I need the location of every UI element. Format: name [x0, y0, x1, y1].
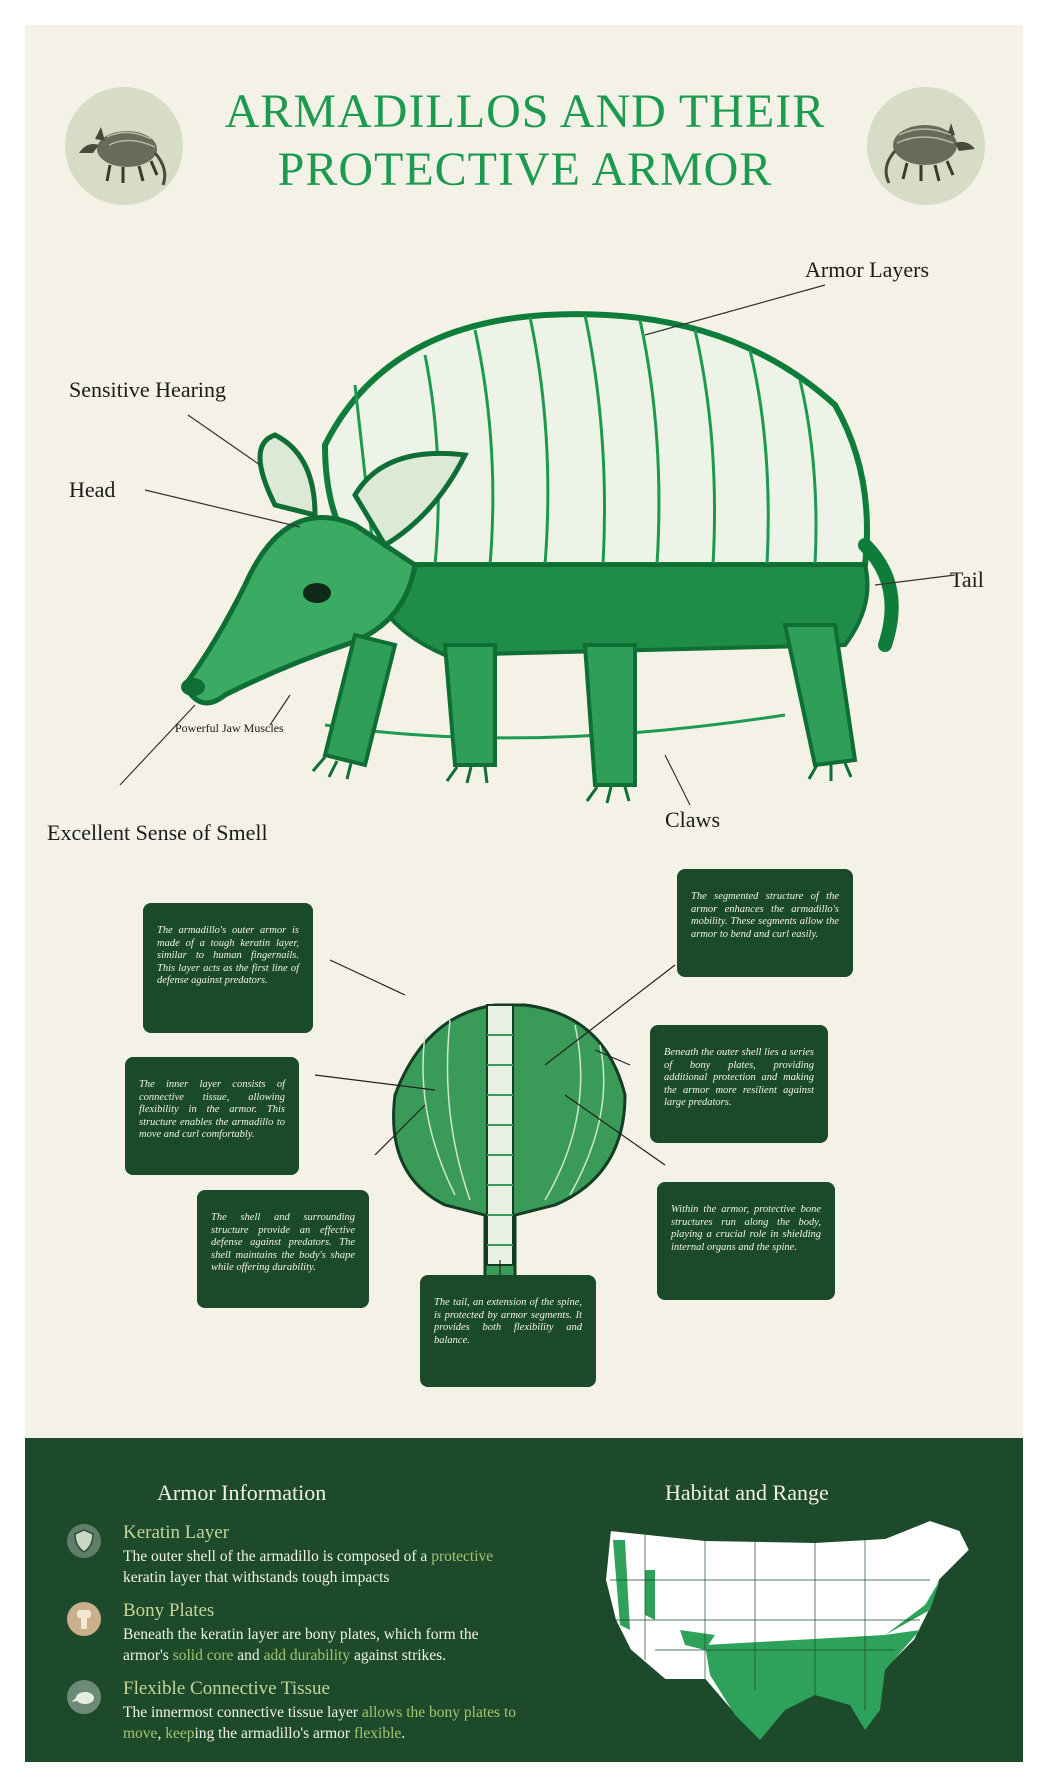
poster: [25, 25, 1023, 1762]
armor-item-title: Flexible Connective Tissue: [123, 1678, 330, 1699]
label-armor-layers: Armor Layers: [805, 257, 930, 282]
label-jaw-muscles: Powerful Jaw Muscles: [175, 721, 284, 735]
armor-item-description: The innermost connective tissue layer allows the bony plates to move, keeping the armadillo's armor flexible.: [123, 1704, 517, 1742]
armor-item-bony-plates: [67, 1600, 527, 1670]
info-card-bone-structures: Within the armor, protective bone structures run along the body, playing a crucial role in shielding internal organs and the spine.: [657, 1182, 835, 1300]
label-sense-of-smell: Excellent Sense of Smell: [47, 820, 268, 845]
info-card-bony-plates: Beneath the outer shell lies a series of bony plates, providing additional protection and making the armor more resilient against large predators.: [650, 1025, 828, 1143]
us-range-map: [585, 1510, 995, 1750]
armor-info-heading: Armor Information: [157, 1480, 327, 1505]
label-tail: Tail: [950, 567, 984, 592]
bone-icon: [67, 1602, 101, 1636]
info-card-inner-layer: The inner layer consists of connective tissue, allowing flexibility in the armor. This structure enables the armadillo to move and curl comfortably.: [125, 1057, 299, 1175]
armor-item-description: The outer shell of the armadillo is composed of a protective keratin layer that withstands tough impacts: [123, 1548, 494, 1586]
page-title: ARMADILLOS AND THEIR PROTECTIVE ARMOR: [224, 85, 826, 196]
armadillo-illustration: [25, 25, 1023, 925]
armor-item-title: Keratin Layer: [123, 1522, 230, 1543]
info-card-outer-armor: The armadillo's outer armor is made of a tough keratin layer, similar to human fingernails. This layer acts as the first line of defense against predators.: [143, 903, 313, 1033]
habitat-heading: Habitat and Range: [665, 1480, 829, 1505]
label-head: Head: [69, 477, 116, 502]
bottom-info-band: [25, 1438, 1023, 1762]
armor-item-title: Bony Plates: [123, 1600, 215, 1621]
armor-item-description: Beneath the keratin layer are bony plates, which form the armor's solid core and add durability against strikes.: [123, 1626, 479, 1664]
shield-icon: [67, 1524, 101, 1558]
info-card-tail: The tail, an extension of the spine, is protected by armor segments. It provides both flexibility and balance.: [420, 1275, 596, 1387]
info-card-segmented: The segmented structure of the armor enhances the armadillo's mobility. These segments allow the armor to bend and curl easily.: [677, 869, 853, 977]
label-claws: Claws: [665, 807, 720, 832]
armor-item-keratin: [67, 1522, 527, 1592]
info-card-shell: The shell and surrounding structure provide an effective defense against predators. The shell maintains the body's shape while offering durability.: [197, 1190, 369, 1308]
label-sensitive-hearing: Sensitive Hearing: [69, 377, 227, 402]
armadillo-icon: [67, 1680, 101, 1714]
armor-item-connective-tissue: [67, 1678, 527, 1748]
